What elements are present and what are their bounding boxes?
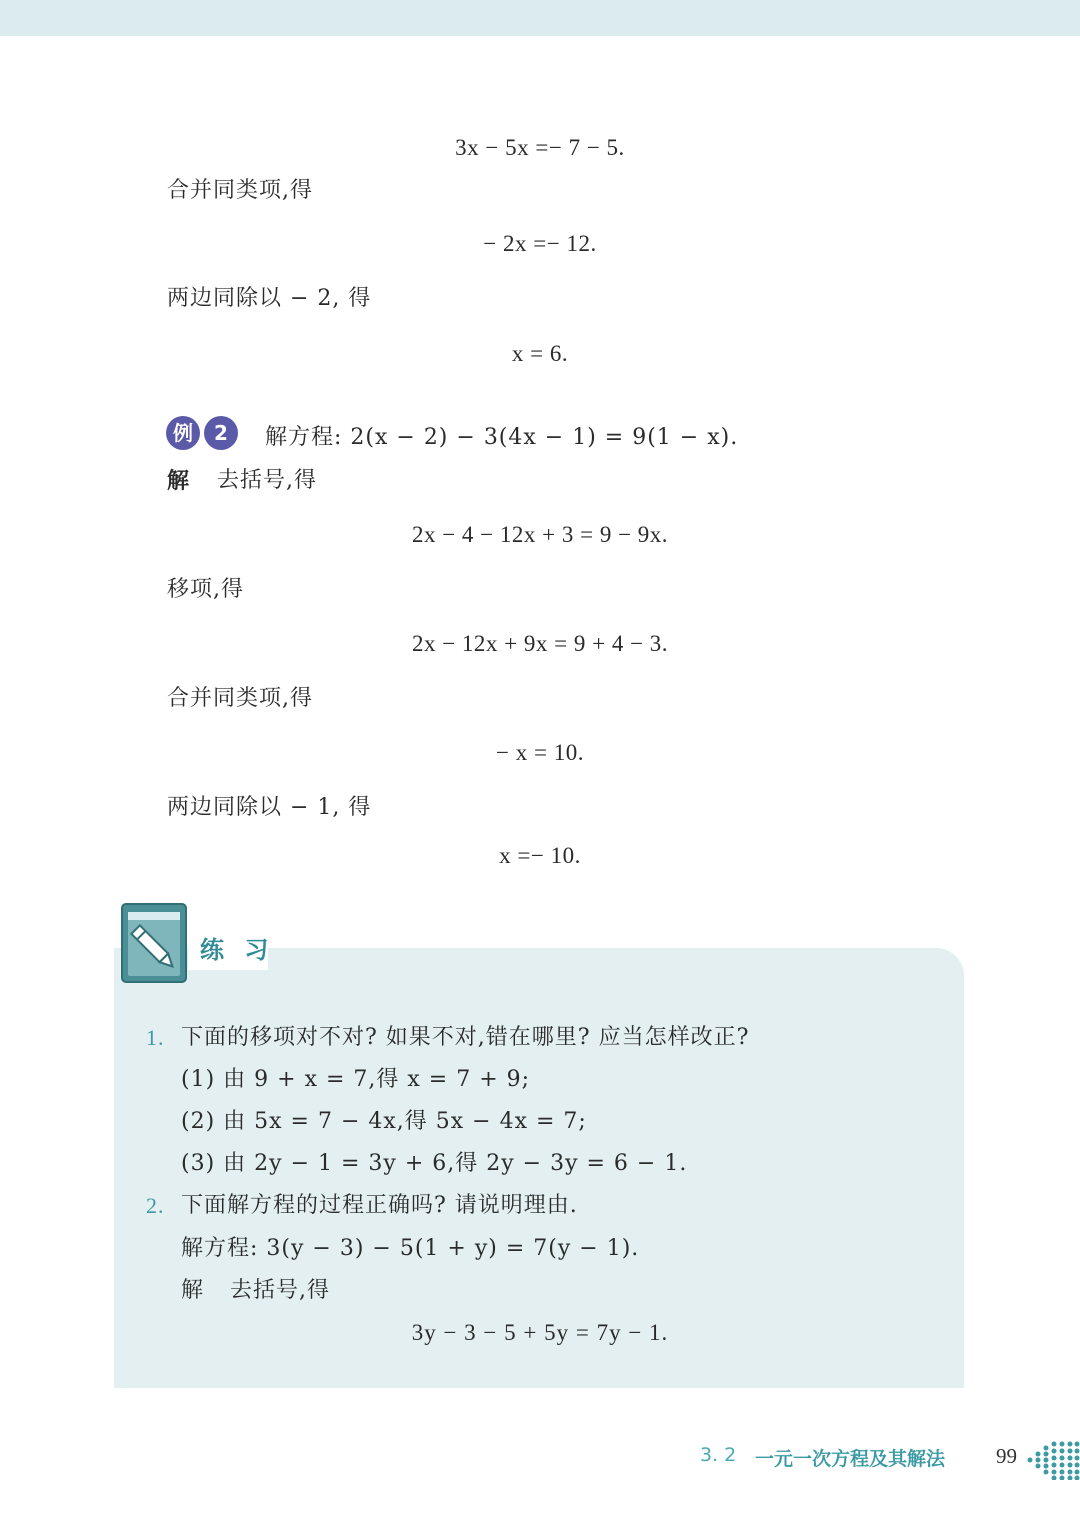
- step-text: 去括号,得: [230, 1278, 330, 1303]
- step-text: 两边同除以 − 1, 得: [167, 795, 372, 820]
- example-badge-label: 例: [166, 416, 200, 450]
- step-text: 合并同类项,得: [167, 178, 313, 203]
- question-item: (3) 由 2y − 1 = 3y + 6,得 2y − 3y = 6 − 1.: [181, 1151, 688, 1176]
- equation-line: 3y − 3 − 5 + 5y = 7y − 1.: [411, 1320, 669, 1345]
- example-badge: [166, 416, 242, 450]
- equation-line: x =− 10.: [499, 843, 581, 868]
- equation-line: − 2x =− 12.: [483, 231, 597, 256]
- example-badge-number: 2: [204, 416, 238, 450]
- question-number: 1.: [146, 1025, 165, 1050]
- question-text: 下面的移项对不对? 如果不对,错在哪里? 应当怎样改正?: [181, 1025, 750, 1050]
- top-color-band: [0, 0, 1080, 36]
- question-number: 2.: [146, 1193, 165, 1218]
- solution-label: 解: [167, 468, 190, 494]
- step-text: 移项,得: [167, 577, 244, 602]
- equation-line: 2x − 12x + 9x = 9 + 4 − 3.: [411, 631, 669, 656]
- question-problem: 解方程: 3(y − 3) − 5(1 + y) = 7(y − 1).: [181, 1236, 640, 1261]
- practice-title: 练 习: [200, 936, 275, 964]
- solution-label: 解: [181, 1278, 205, 1303]
- example-problem: 解方程: 2(x − 2) − 3(4x − 1) = 9(1 − x).: [265, 425, 739, 450]
- page-number: 99: [996, 1444, 1017, 1468]
- dot-pattern-icon: [1026, 1440, 1080, 1480]
- equation-line: 2x − 4 − 12x + 3 = 9 − 9x.: [411, 522, 669, 547]
- equation-line: − x = 10.: [496, 740, 584, 765]
- question-item: (1) 由 9 + x = 7,得 x = 7 + 9;: [181, 1067, 531, 1092]
- step-text: 去括号,得: [217, 468, 317, 493]
- footer-section-number: 3. 2: [700, 1444, 737, 1466]
- footer-chapter-title: 一元一次方程及其解法: [755, 1448, 946, 1470]
- question-text: 下面解方程的过程正确吗? 请说明理由.: [181, 1193, 578, 1218]
- pencil-notebook-icon: [118, 900, 190, 986]
- question-item: (2) 由 5x = 7 − 4x,得 5x − 4x = 7;: [181, 1109, 587, 1134]
- step-text: 合并同类项,得: [167, 686, 313, 711]
- equation-line: x = 6.: [511, 341, 569, 366]
- equation-line: 3x − 5x =− 7 − 5.: [455, 135, 625, 160]
- step-text: 两边同除以 − 2, 得: [167, 286, 372, 311]
